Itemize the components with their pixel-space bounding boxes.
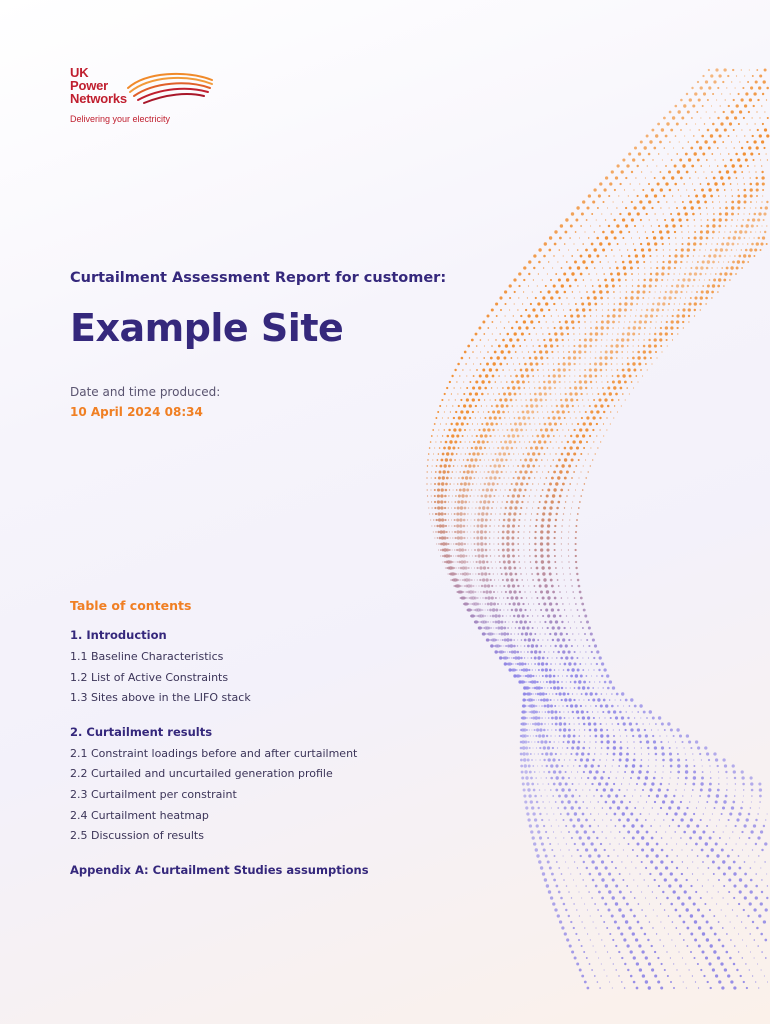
toc-item[interactable]: 2.5 Discussion of results <box>70 829 204 843</box>
logo-line-3: Networks <box>70 91 127 106</box>
toc-section-2[interactable]: 2. Curtailment results <box>70 724 213 739</box>
toc-item[interactable]: 2.4 Curtailment heatmap <box>70 808 209 822</box>
toc-item[interactable]: 1.2 List of Active Constraints <box>70 670 229 684</box>
toc-section-1[interactable]: 1. Introduction <box>70 628 167 642</box>
table-of-contents <box>70 598 470 883</box>
logo-tagline: Delivering your electricity <box>70 114 171 124</box>
toc-item[interactable]: 1.3 Sites above in the LIFO stack <box>70 691 251 705</box>
logo-line-1: UK <box>70 65 89 80</box>
logo-wordmark <box>70 66 127 105</box>
date-value: 10 April 2024 08:34 <box>70 405 203 419</box>
spacer <box>70 848 470 862</box>
toc-heading: Table of contents <box>70 598 192 613</box>
ukpn-logo <box>70 66 220 128</box>
toc-item[interactable]: 2.3 Curtailment per constraint <box>70 787 237 801</box>
report-subtitle: Curtailment Assessment Report for customer: <box>70 270 447 286</box>
toc-item[interactable]: 1.1 Baseline Characteristics <box>70 650 224 663</box>
toc-item[interactable]: 2.2 Curtailed and uncurtailed generation profile <box>70 767 333 781</box>
logo-line-2: Power <box>70 78 109 93</box>
toc-item[interactable]: 2.1 Constraint loadings before and after curtailment <box>70 746 358 760</box>
logo-swoosh-icon <box>126 70 216 106</box>
spacer <box>70 710 470 724</box>
date-label: Date and time produced: <box>70 385 221 399</box>
toc-appendix[interactable]: Appendix A: Curtailment Studies assumptions <box>70 862 369 877</box>
site-name-title: Example Site <box>70 306 344 350</box>
